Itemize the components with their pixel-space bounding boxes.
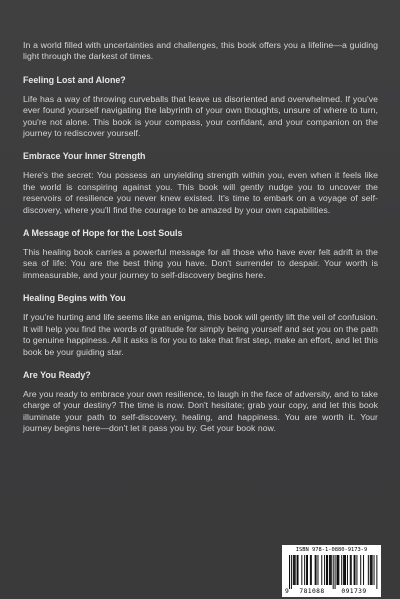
barcode-bar [371,555,372,585]
ean-left-digits: 781088 [299,588,325,595]
section-paragraph: Are you ready to embrace your own resilience, to laugh in the face of adversity, and to take charge of your destiny? The time is now. Don't hesitate; grab your copy, and let this book illuminate your path to self-discovery, healing, and happiness. You are worth it. Your journey begins here—don't let it pass you by. Get your book now. [23,388,378,434]
barcode-bar [350,555,351,585]
barcode-bar [356,555,357,585]
barcode-bar [318,555,319,585]
barcode-bar [301,555,302,585]
barcode-bar [343,555,344,585]
isbn-label: ISBN 978-1-0880-9173-9 [295,547,368,553]
barcode-bar [341,555,342,585]
barcode-bar [306,555,307,585]
barcode-bar [345,555,346,585]
barcode-bar [354,555,355,585]
isbn-barcode [282,545,381,597]
barcode-bar [331,555,332,585]
barcode-bar [363,555,364,585]
barcode-bar [347,555,348,585]
section-paragraph: Life has a way of throwing curveballs that leave us disoriented and overwhelmed. If you've ever found yourself navigating the labyrinth of your own thoughts, unsure of where to turn, you're not alone. This book is your compass, your confidant, and your companion on the journey to rediscover yourself. [23,93,378,139]
barcode-bar [289,555,290,589]
ean-digits [285,588,378,595]
barcode-bar [324,555,325,585]
barcode-bar [355,555,356,585]
barcode-bar [370,555,371,585]
barcode-bar [376,555,377,589]
barcode-bar [344,555,345,585]
blurb-text [23,40,378,435]
barcode-bar [329,555,330,585]
section-heading: Embrace Your Inner Strength [23,151,146,162]
barcode-bar [293,555,294,585]
barcode-bar [310,555,311,585]
barcode-bar [337,555,338,585]
ean-right-digits: 091739 [341,588,367,595]
barcode-bar [315,555,316,585]
barcode-bar [294,555,295,585]
ean-first-digit: 9 [285,588,289,595]
barcode-bar [321,555,322,585]
barcode-bar [298,555,299,585]
section-paragraph: Here's the secret: You possess an unyielding strength within you, even when it feels like the world is conspiring against you. This book will gently nudge you to uncover the reservoirs of resilience you never knew existed. It's time to embark on a voyage of self-discovery, where you'll find the courage to be amazed by your own capabilities. [23,170,378,215]
barcode-bars [285,555,378,589]
barcode-bar [330,555,331,585]
barcode-bar [295,555,296,585]
barcode-bar [311,555,312,585]
barcode-bar [297,555,298,585]
barcode-bar [316,555,317,585]
barcode-bar [304,555,305,585]
barcode-bar [333,555,334,589]
barcode-bar [291,555,292,589]
barcode-bar [326,555,327,585]
barcode-bar [327,555,328,585]
barcode-bar [374,555,375,585]
barcode-bar [335,555,336,589]
barcode-bar [351,555,352,585]
intro-paragraph: In a world filled with uncertainties and challenges, this book offers you a lifeline—a guiding light through the darkest of times. [23,40,378,62]
barcode-bar [360,555,361,585]
barcode-bar [368,555,369,585]
barcode-bar [337,555,338,585]
section-paragraph: If you're hurting and life seems like an enigma, this book will gently lift the veil of confusion. It will help you find the words of gratitude for simply being yourself and set you on the path to genuine happiness. All it asks is for you to take that first step, make an effort, and let this book be your guiding star. [23,312,378,357]
section-paragraph: This healing book carries a powerful message for all those who have ever felt adrift in the sea of life: You are the best thing you have. Don't surrender to despair. Your worth is immeasurable, and your journey to self-discovery begins here. [23,247,378,280]
barcode-bar [307,555,308,585]
barcode-bar [372,555,373,585]
section-heading: Healing Begins with You [23,293,126,304]
section-heading: Are You Ready? [23,369,91,380]
section-heading: A Message of Hope for the Lost Souls [23,228,183,239]
barcode-bar [338,555,339,585]
section-heading: Feeling Lost and Alone? [23,74,126,85]
